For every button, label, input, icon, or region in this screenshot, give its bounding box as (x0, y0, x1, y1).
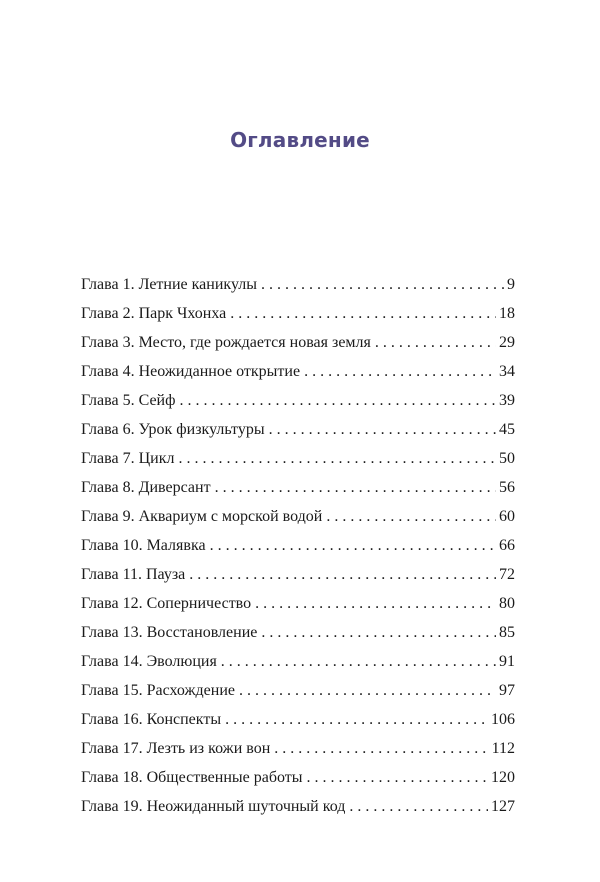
toc-entry-title: Глава 8. Диверсант (81, 479, 211, 496)
toc-entry-title: Глава 12. Соперничество (81, 595, 252, 612)
toc-entry (81, 386, 515, 415)
toc-entry-title: Глава 11. Пауза (81, 566, 186, 583)
toc-entry-page: 112 (491, 740, 515, 757)
toc-entry (81, 618, 515, 647)
toc-entry-page: 56 (499, 479, 515, 496)
toc-entry (81, 415, 515, 444)
toc-entry-title: Глава 6. Урок физкультуры (81, 421, 265, 438)
toc-entry-page: 18 (499, 305, 515, 322)
toc-entry-title: Глава 14. Эволюция (81, 653, 217, 670)
table-of-contents (81, 270, 515, 821)
toc-entry-title: Глава 13. Восстановление (81, 624, 258, 641)
toc-entry (81, 589, 515, 618)
dot-leader (210, 531, 496, 560)
toc-entry-title: Глава 16. Конспекты (81, 711, 222, 728)
dot-leader (349, 792, 488, 821)
toc-entry-page: 72 (499, 566, 515, 583)
toc-entry-page: 29 (499, 334, 515, 351)
toc-entry-page: 39 (499, 392, 515, 409)
toc-entry-page: 91 (499, 653, 515, 670)
toc-entry (81, 473, 515, 502)
toc-entry-page: 45 (499, 421, 515, 438)
toc-entry-title: Глава 4. Неожиданное открытие (81, 363, 301, 380)
dot-leader (215, 473, 496, 502)
dot-leader (375, 328, 496, 357)
toc-entry-title: Глава 7. Цикл (81, 450, 175, 467)
toc-entry-title: Глава 3. Место, где рождается новая земля (81, 334, 371, 351)
toc-entry (81, 444, 515, 473)
toc-entry-title: Глава 15. Расхождение (81, 682, 235, 699)
toc-entry-title: Глава 5. Сейф (81, 392, 176, 409)
toc-entry-page: 50 (499, 450, 515, 467)
dot-leader (274, 734, 488, 763)
toc-entry (81, 676, 515, 705)
toc-entry-title: Глава 2. Парк Чхонха (81, 305, 227, 322)
toc-entry (81, 792, 515, 821)
dot-leader (261, 270, 504, 299)
dot-leader (230, 299, 496, 328)
dot-leader (178, 444, 496, 473)
toc-entry-title: Глава 10. Малявка (81, 537, 206, 554)
toc-entry (81, 705, 515, 734)
dot-leader (189, 560, 496, 589)
toc-entry-page: 66 (499, 537, 515, 554)
dot-leader (221, 647, 496, 676)
toc-entry-page: 127 (491, 798, 515, 815)
toc-entry (81, 531, 515, 560)
toc-entry-title: Глава 19. Неожиданный шуточный код (81, 798, 346, 815)
toc-entry (81, 328, 515, 357)
toc-entry (81, 560, 515, 589)
dot-leader (255, 589, 496, 618)
dot-leader (179, 386, 496, 415)
toc-entry-page: 97 (499, 682, 515, 699)
dot-leader (307, 763, 489, 792)
dot-leader (239, 676, 496, 705)
toc-entry (81, 734, 515, 763)
dot-leader (326, 502, 496, 531)
toc-entry (81, 763, 515, 792)
toc-entry (81, 502, 515, 531)
toc-entry (81, 647, 515, 676)
toc-entry-page: 85 (499, 624, 515, 641)
toc-entry-title: Глава 1. Летние каникулы (81, 276, 257, 293)
dot-leader (225, 705, 488, 734)
dot-leader (261, 618, 496, 647)
toc-entry-page: 120 (491, 769, 515, 786)
toc-entry (81, 357, 515, 386)
toc-entry (81, 299, 515, 328)
toc-entry-title: Глава 9. Аквариум с морской водой (81, 508, 323, 525)
toc-entry (81, 270, 515, 299)
dot-leader (269, 415, 496, 444)
toc-entry-page: 106 (491, 711, 515, 728)
toc-entry-page: 80 (499, 595, 515, 612)
toc-entry-page: 60 (499, 508, 515, 525)
page-title: Оглавление (230, 128, 370, 152)
toc-entry-title: Глава 17. Лезть из кожи вон (81, 740, 271, 757)
toc-entry-page: 9 (507, 276, 515, 293)
toc-entry-title: Глава 18. Общественные работы (81, 769, 303, 786)
dot-leader (304, 357, 496, 386)
toc-entry-page: 34 (499, 363, 515, 380)
